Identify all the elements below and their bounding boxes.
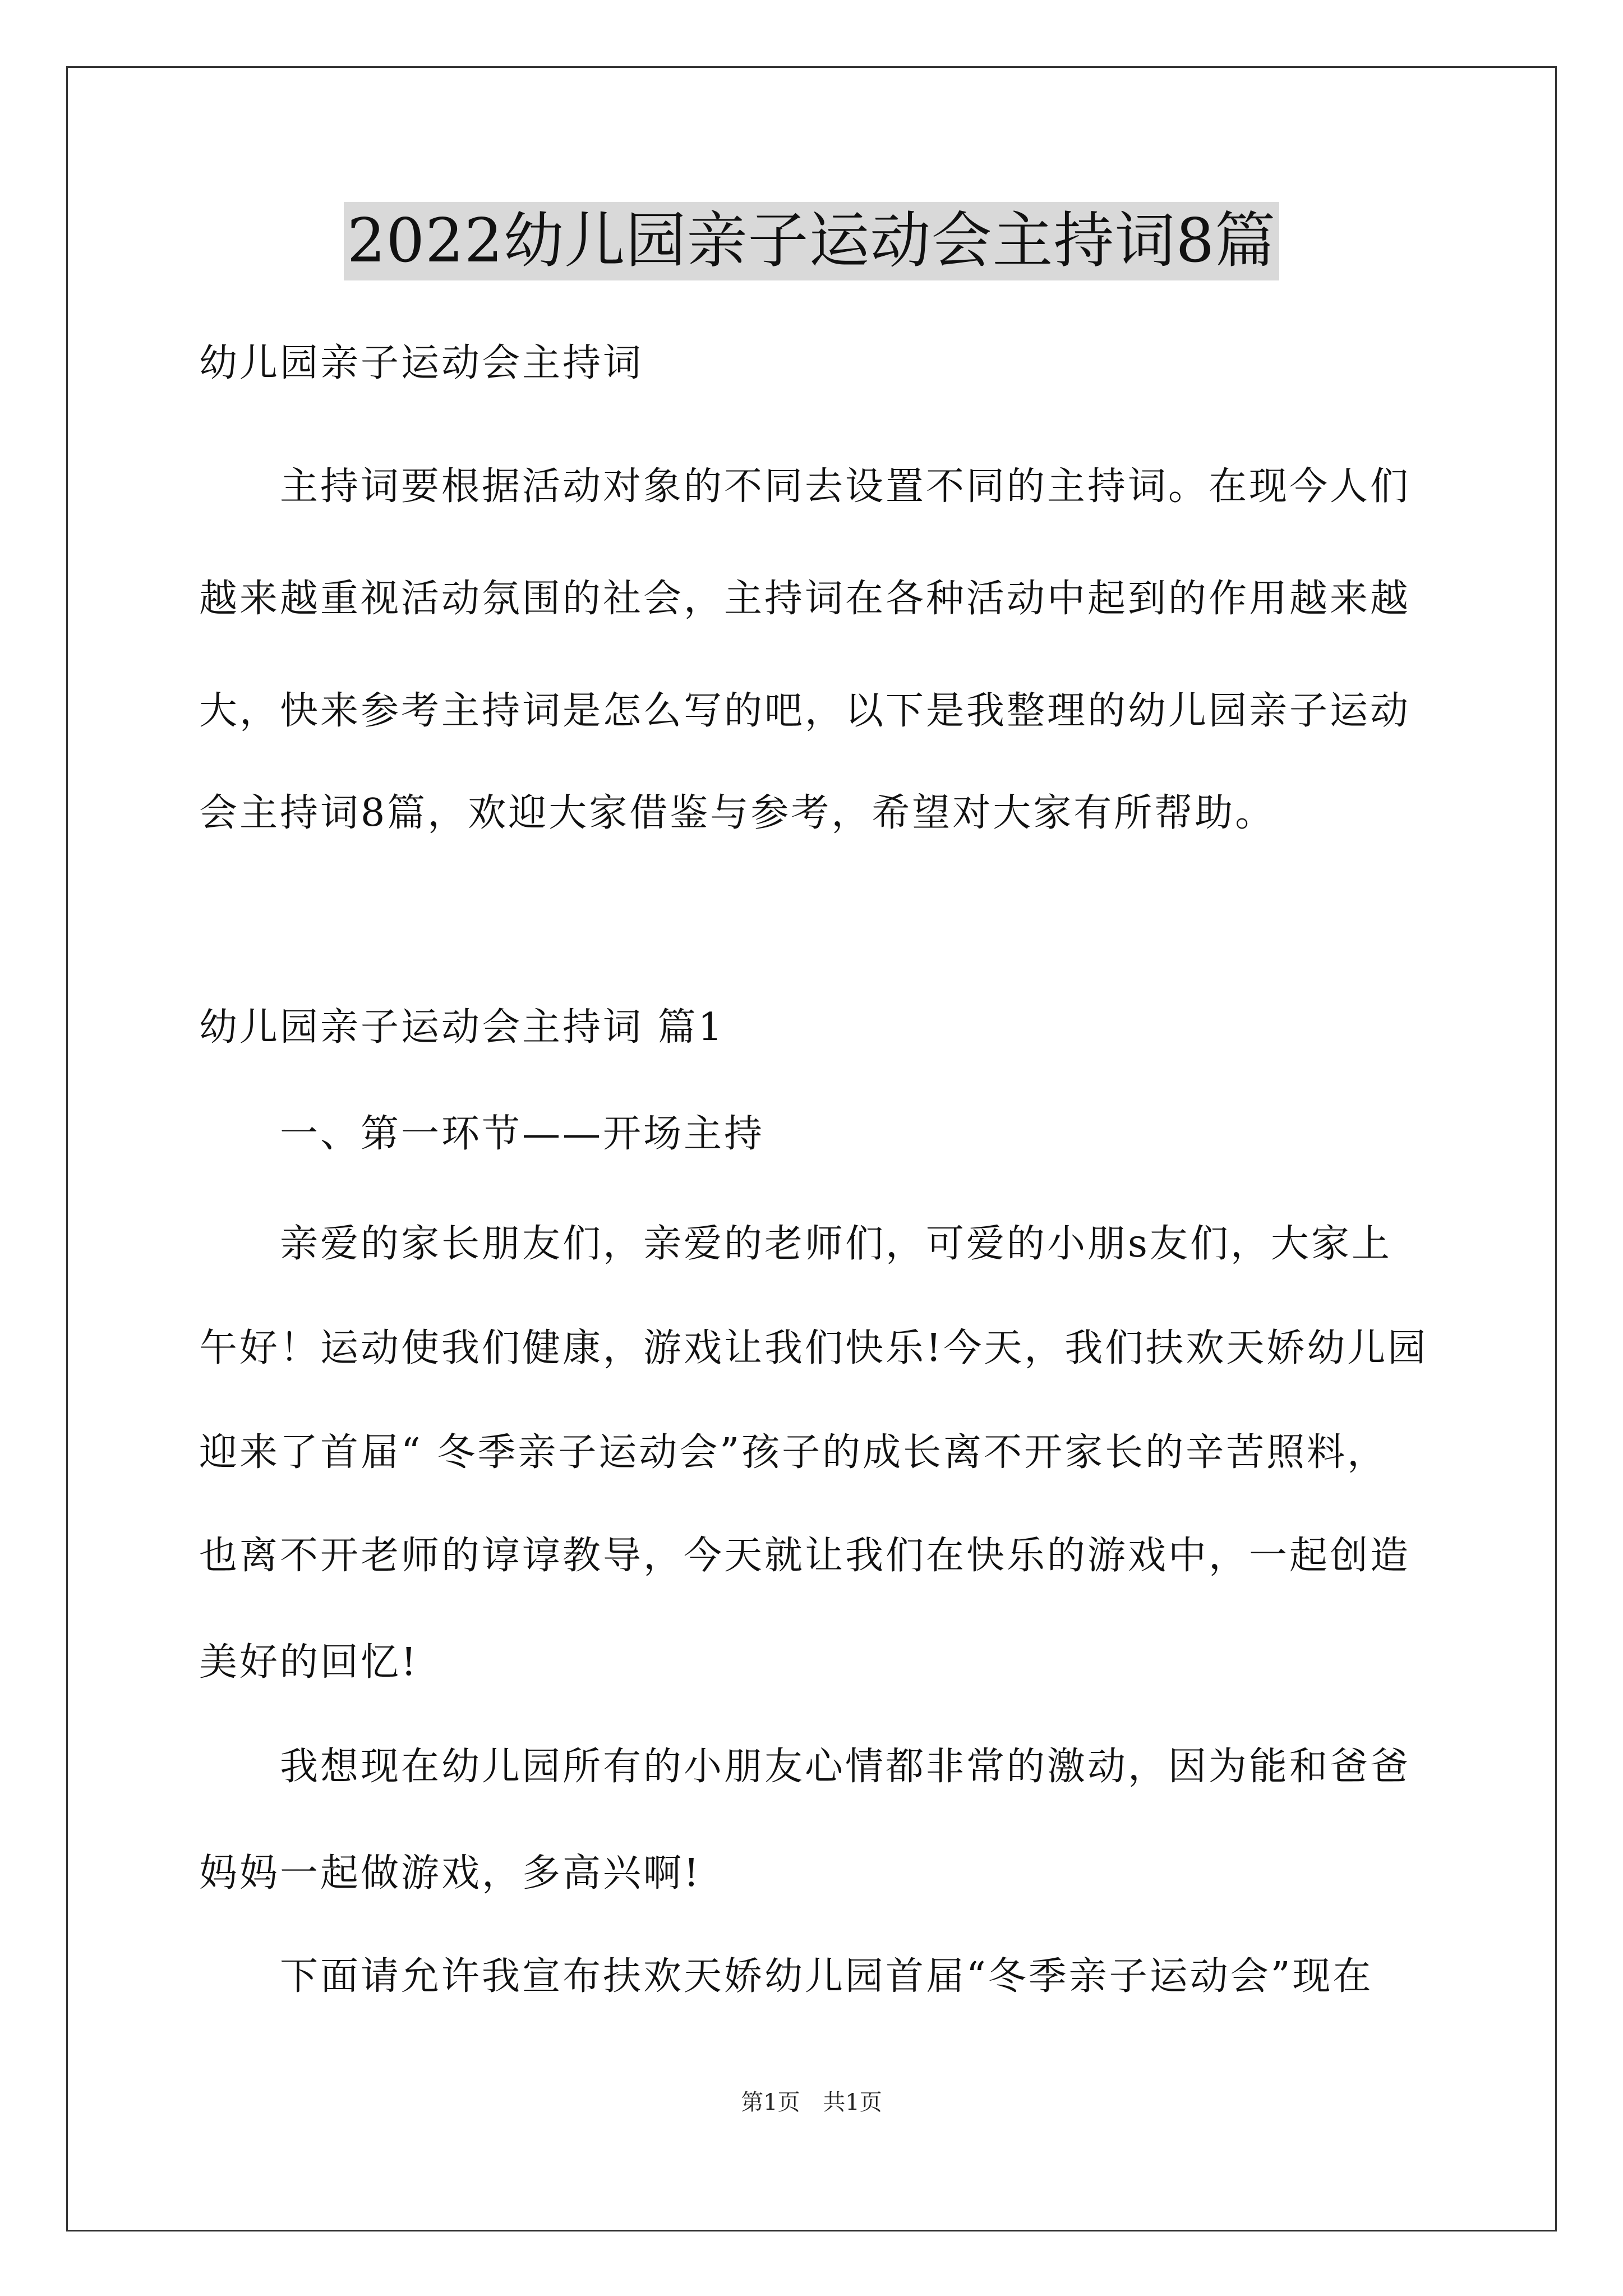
section-heading: 幼儿园亲子运动会主持词 [199, 341, 644, 385]
paragraph-line: 迎来了首届“ 冬季亲子运动会”孩子的成长离不开家长的辛苦照料， [199, 1430, 1388, 1475]
page-total: 共1页 [823, 2090, 882, 2115]
paragraph-line: 午好！运动使我们健康，游戏让我们快乐!今天，我们扶欢天娇幼儿园 [199, 1326, 1428, 1370]
paragraph-line: 我想现在幼儿园所有的小朋友心情都非常的激动，因为能和爸爸 [199, 1745, 1411, 1789]
page-number: 第1页 [741, 2090, 800, 2115]
paragraph-line: 也离不开老师的谆谆教导，今天就让我们在快乐的游戏中，一起创造 [199, 1534, 1411, 1578]
title-container [0, 202, 1623, 280]
paragraph-line: 妈妈一起做游戏，多高兴啊! [199, 1851, 702, 1895]
document-title: 2022幼儿园亲子运动会主持词8篇 [344, 202, 1280, 280]
paragraph-line: 主持词要根据活动对象的不同去设置不同的主持词。在现今人们 [199, 464, 1411, 509]
paragraph-line: 一、第一环节——开场主持 [199, 1112, 765, 1156]
paragraph-line: 美好的回忆! [199, 1640, 419, 1685]
page-footer [0, 2087, 1623, 2118]
paragraph-line: 亲爱的家长朋友们，亲爱的老师们，可爱的小朋s友们，大家上 [199, 1222, 1392, 1266]
paragraph-line: 会主持词8篇，欢迎大家借鉴与参考，希望对大家有所帮助。 [199, 791, 1276, 835]
paragraph-line: 越来越重视活动氛围的社会，主持词在各种活动中起到的作用越来越 [199, 577, 1411, 621]
paragraph-line: 大，快来参考主持词是怎么写的吧，以下是我整理的幼儿园亲子运动 [199, 689, 1411, 733]
section-heading: 幼儿园亲子运动会主持词 篇1 [199, 1005, 725, 1050]
paragraph-line: 下面请允许我宣布扶欢天娇幼儿园首届“冬季亲子运动会”现在 [199, 1954, 1373, 1999]
